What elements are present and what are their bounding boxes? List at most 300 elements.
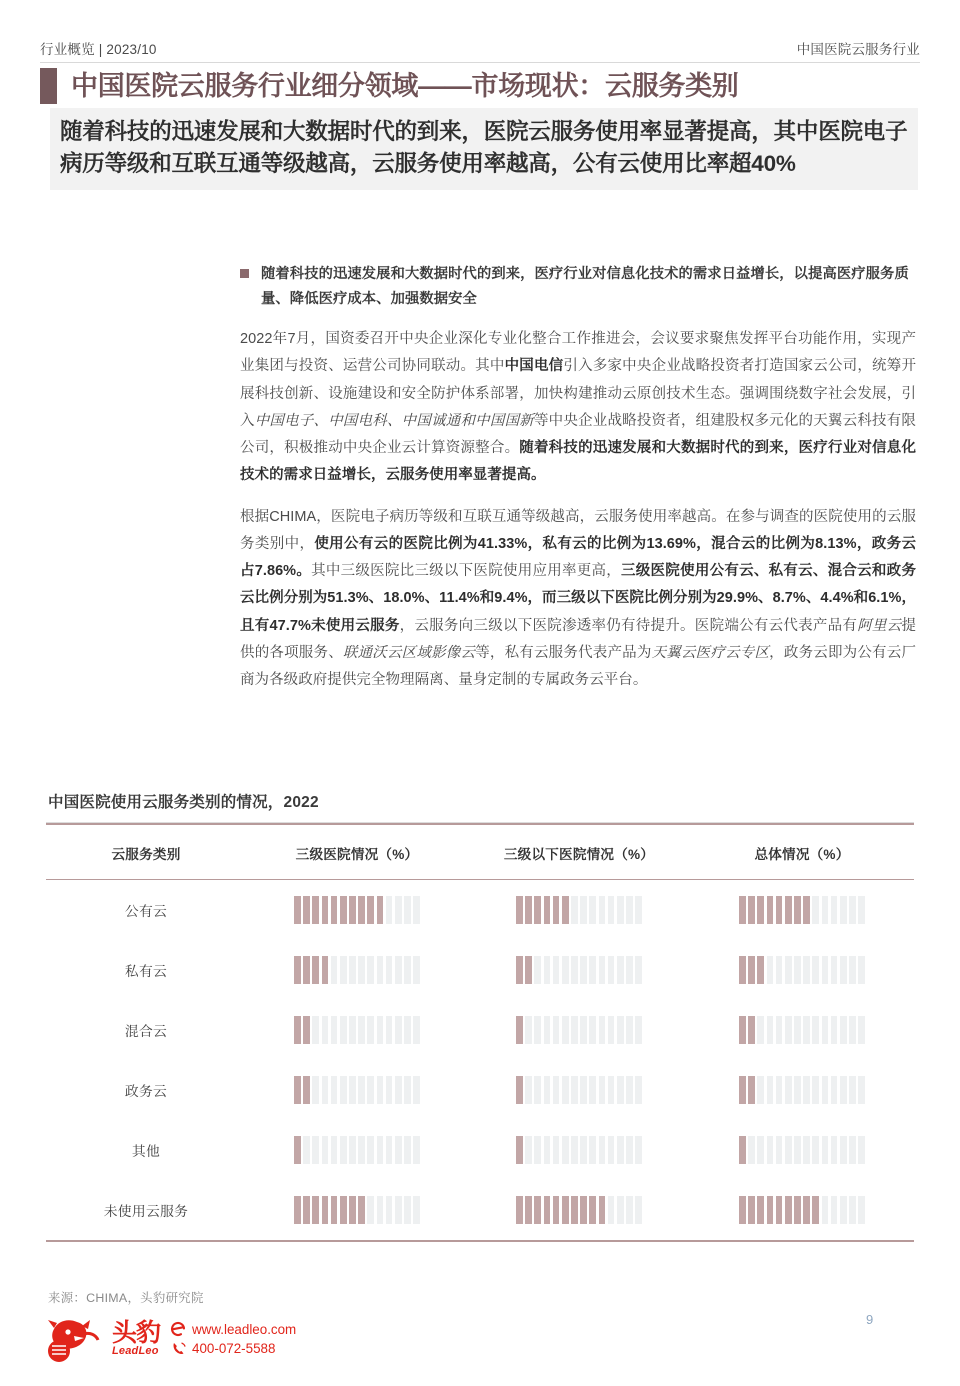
bar-segment — [312, 1076, 319, 1104]
bar-segment — [822, 1016, 829, 1044]
bar-cell — [246, 1016, 468, 1044]
segmented-bar — [739, 1196, 865, 1224]
p1-part2: 引入多家中央企业战略投资者打造国家云公司，统筹开展科技创新、设施建设和安全防护体系部署，加快构建推动云原创技术生态。强调围绕数字社会发展，引入 — [240, 358, 916, 429]
bar-segment — [404, 956, 411, 984]
source-note: 来源：CHIMA，头豹研究院 — [48, 1291, 204, 1305]
bar-segment — [571, 896, 578, 924]
bar-segment — [525, 1196, 532, 1224]
bar-segment — [812, 1016, 819, 1044]
bar-segment — [803, 896, 810, 924]
bar-segment — [571, 1016, 578, 1044]
bar-segment — [404, 896, 411, 924]
segmented-bar — [294, 1196, 420, 1224]
bar-segment — [794, 1016, 801, 1044]
bar-segment — [377, 956, 384, 984]
bar-segment — [312, 1196, 319, 1224]
bar-segment — [831, 1016, 838, 1044]
bar-segment — [571, 956, 578, 984]
bar-segment — [822, 1076, 829, 1104]
bar-segment — [386, 956, 393, 984]
bar-segment — [312, 1016, 319, 1044]
bar-segment — [294, 1196, 301, 1224]
bar-segment — [331, 896, 338, 924]
bar-segment — [534, 1136, 541, 1164]
bar-segment — [812, 1196, 819, 1224]
bar-segment — [516, 1136, 523, 1164]
bar-segment — [322, 956, 329, 984]
bar-segment — [794, 1196, 801, 1224]
phone-row[interactable] — [170, 1339, 296, 1358]
bar-segment — [562, 896, 569, 924]
bar-cell — [468, 1136, 690, 1164]
bar-segment — [331, 1076, 338, 1104]
bar-segment — [340, 1076, 347, 1104]
bar-segment — [757, 1076, 764, 1104]
bar-segment — [340, 1136, 347, 1164]
bar-segment — [544, 956, 551, 984]
column-header-overall: 总体情况（%） — [754, 846, 850, 862]
column-header-below-tertiary: 三级以下医院情况（%） — [503, 846, 655, 862]
bar-segment — [322, 1196, 329, 1224]
bar-segment — [294, 896, 301, 924]
bar-segment — [776, 1136, 783, 1164]
bar-segment — [794, 896, 801, 924]
bar-segment — [840, 956, 847, 984]
bar-segment — [404, 1076, 411, 1104]
bar-segment — [516, 896, 523, 924]
bar-segment — [312, 1136, 319, 1164]
bar-segment — [776, 896, 783, 924]
bar-segment — [849, 1076, 856, 1104]
bar-segment — [516, 1016, 523, 1044]
bar-segment — [395, 1196, 402, 1224]
bar-segment — [785, 1196, 792, 1224]
bar-segment — [589, 1016, 596, 1044]
bar-segment — [367, 956, 374, 984]
bar-segment — [312, 956, 319, 984]
table-header-row — [46, 825, 914, 879]
bar-segment — [858, 1076, 865, 1104]
bar-cell — [690, 1016, 914, 1044]
bar-segment — [404, 1016, 411, 1044]
cloud-service-table — [46, 822, 914, 1242]
bar-segment — [748, 1136, 755, 1164]
bar-segment — [822, 1196, 829, 1224]
bar-segment — [822, 956, 829, 984]
bar-segment — [849, 956, 856, 984]
bar-segment — [544, 1196, 551, 1224]
bar-segment — [748, 1196, 755, 1224]
website-row[interactable] — [170, 1320, 296, 1339]
bar-segment — [358, 1076, 365, 1104]
row-label-1: 公有云 — [124, 904, 168, 920]
bar-segment — [812, 1136, 819, 1164]
bar-segment — [386, 896, 393, 924]
bar-cell — [468, 956, 690, 984]
bar-cell — [468, 1076, 690, 1104]
bar-segment — [562, 1076, 569, 1104]
bar-segment — [589, 956, 596, 984]
bar-segment — [367, 896, 374, 924]
p2-part4: 提供的各项服务、 — [240, 617, 916, 661]
website-text: www.leadleo.com — [192, 1321, 297, 1337]
bar-segment — [367, 1136, 374, 1164]
bar-segment — [589, 1136, 596, 1164]
row-label-4: 政务云 — [124, 1084, 168, 1100]
table-row — [46, 1180, 914, 1240]
segmented-bar — [516, 1076, 642, 1104]
bar-segment — [589, 896, 596, 924]
header-right-label: 中国医院云服务行业 — [796, 42, 920, 57]
p1-bold1: 中国电信 — [504, 358, 564, 375]
leadleo-wordmark — [112, 1318, 161, 1357]
bar-segment — [831, 1076, 838, 1104]
bar-segment — [367, 1196, 374, 1224]
bar-segment — [635, 896, 642, 924]
bar-cell — [468, 1196, 690, 1224]
bar-segment — [608, 1136, 615, 1164]
bar-segment — [349, 896, 356, 924]
bar-segment — [386, 1196, 393, 1224]
bar-segment — [395, 956, 402, 984]
bar-segment — [599, 1076, 606, 1104]
segmented-bar — [294, 896, 420, 924]
bar-segment — [516, 956, 523, 984]
segmented-bar — [294, 1136, 420, 1164]
bar-segment — [767, 956, 774, 984]
bar-segment — [386, 1016, 393, 1044]
bar-segment — [294, 956, 301, 984]
bar-segment — [358, 1136, 365, 1164]
bar-segment — [377, 1016, 384, 1044]
body-column — [240, 326, 916, 708]
bar-segment — [617, 1136, 624, 1164]
bar-segment — [840, 896, 847, 924]
contact-block — [170, 1320, 296, 1359]
bar-segment — [534, 956, 541, 984]
table-row — [46, 1120, 914, 1180]
phone-icon — [170, 1340, 187, 1357]
bar-segment — [785, 956, 792, 984]
bar-segment — [534, 1016, 541, 1044]
row-label-2: 私有云 — [124, 964, 168, 980]
bar-segment — [340, 1196, 347, 1224]
bar-segment — [580, 956, 587, 984]
bar-segment — [331, 1136, 338, 1164]
segmented-bar — [294, 1016, 420, 1044]
bar-segment — [303, 956, 310, 984]
bar-segment — [849, 1016, 856, 1044]
bar-segment — [831, 896, 838, 924]
bar-segment — [377, 1136, 384, 1164]
bar-segment — [822, 1136, 829, 1164]
bar-segment — [599, 956, 606, 984]
bar-segment — [544, 1016, 551, 1044]
bar-segment — [767, 1136, 774, 1164]
bar-segment — [413, 956, 420, 984]
bar-segment — [739, 1136, 746, 1164]
bar-segment — [626, 956, 633, 984]
bar-segment — [617, 1076, 624, 1104]
bar-segment — [340, 896, 347, 924]
bar-segment — [803, 1136, 810, 1164]
bar-segment — [386, 1136, 393, 1164]
bar-segment — [553, 896, 560, 924]
bar-segment — [748, 1076, 755, 1104]
bar-segment — [562, 1196, 569, 1224]
bar-segment — [599, 1016, 606, 1044]
bar-segment — [849, 896, 856, 924]
bar-segment — [413, 1196, 420, 1224]
row-label-5: 其他 — [131, 1144, 161, 1160]
bar-segment — [349, 1076, 356, 1104]
bar-segment — [404, 1136, 411, 1164]
paragraph-2 — [240, 504, 916, 695]
row-label-3: 混合云 — [124, 1024, 168, 1040]
segmented-bar — [294, 956, 420, 984]
bar-segment — [757, 1016, 764, 1044]
bar-segment — [635, 1076, 642, 1104]
bar-cell — [690, 956, 914, 984]
bar-segment — [303, 1076, 310, 1104]
bar-segment — [589, 1076, 596, 1104]
bar-segment — [534, 1076, 541, 1104]
bar-segment — [776, 1076, 783, 1104]
p2-bold1: 使用公有云的医院比例为41.33%，私有云的比例为13.69%，混合云的比例为8.13%，政务云占7.86%。 — [240, 535, 916, 579]
bar-segment — [395, 1136, 402, 1164]
key-point-bullet — [240, 262, 912, 312]
bar-segment — [580, 1196, 587, 1224]
bar-segment — [395, 1076, 402, 1104]
p2-part1: 根据CHIMA，医院电子病历等级和互联互通等级越高，云服务使用率越高。在参与调查的医院使用的云服务类别中， — [240, 508, 916, 552]
bar-segment — [626, 896, 633, 924]
leopard-logo-icon — [44, 1316, 106, 1362]
segmented-bar — [516, 956, 642, 984]
table-rule-foot — [46, 1240, 914, 1242]
bar-segment — [516, 1196, 523, 1224]
bar-segment — [858, 1136, 865, 1164]
title-accent-bar — [40, 68, 57, 104]
brand-name-en: LeadLeo — [112, 1344, 159, 1357]
bar-segment — [785, 896, 792, 924]
bar-segment — [626, 1136, 633, 1164]
bar-segment — [608, 1076, 615, 1104]
p2-part6: ，政务云即为公有云厂商为各级政府提供完全物理隔离、量身定制的专属政务云平台。 — [240, 644, 917, 688]
bar-segment — [553, 956, 560, 984]
bar-cell — [246, 1076, 468, 1104]
bar-segment — [739, 1196, 746, 1224]
bar-cell — [690, 1136, 914, 1164]
bar-segment — [525, 956, 532, 984]
bar-cell — [690, 1196, 914, 1224]
bar-segment — [635, 1016, 642, 1044]
segmented-bar — [739, 956, 865, 984]
p1-bold2: 随着科技的迅速发展和大数据时代的到来，医疗行业对信息化技术的需求日益增长，云服务使用率显著提高。 — [240, 440, 916, 484]
bar-segment — [757, 896, 764, 924]
segmented-bar — [739, 1076, 865, 1104]
bar-segment — [534, 1196, 541, 1224]
bar-segment — [840, 1196, 847, 1224]
bar-segment — [322, 1136, 329, 1164]
brand-name-cn: 头豹 — [112, 1318, 161, 1347]
bar-segment — [831, 1196, 838, 1224]
bar-segment — [858, 1016, 865, 1044]
segmented-bar — [516, 1136, 642, 1164]
bar-segment — [553, 1076, 560, 1104]
segmented-bar — [516, 1196, 642, 1224]
bar-segment — [608, 896, 615, 924]
bar-segment — [534, 896, 541, 924]
bar-segment — [849, 1136, 856, 1164]
p2-italic1: 阿里云 — [857, 617, 902, 634]
table-row — [46, 940, 914, 1000]
bar-segment — [544, 1136, 551, 1164]
bar-segment — [331, 1016, 338, 1044]
bar-segment — [739, 956, 746, 984]
bar-cell — [690, 1076, 914, 1104]
bar-segment — [635, 956, 642, 984]
bar-segment — [377, 1076, 384, 1104]
bar-segment — [571, 1136, 578, 1164]
bar-segment — [626, 1016, 633, 1044]
bar-segment — [580, 1076, 587, 1104]
header-left-label: 行业概览 | 2023/10 — [40, 42, 157, 57]
bar-segment — [562, 1136, 569, 1164]
square-bullet-icon — [240, 269, 249, 278]
bar-cell — [468, 1016, 690, 1044]
bar-segment — [358, 956, 365, 984]
bar-segment — [303, 1016, 310, 1044]
bar-segment — [553, 1196, 560, 1224]
bar-segment — [858, 1196, 865, 1224]
bar-segment — [331, 1196, 338, 1224]
bar-segment — [617, 956, 624, 984]
bar-segment — [794, 956, 801, 984]
bar-segment — [858, 896, 865, 924]
bar-segment — [377, 1196, 384, 1224]
bar-segment — [322, 1016, 329, 1044]
bar-segment — [748, 896, 755, 924]
bar-segment — [608, 1016, 615, 1044]
bar-segment — [349, 1016, 356, 1044]
bar-segment — [358, 1196, 365, 1224]
bar-segment — [562, 956, 569, 984]
p1-part3: 等中央企业战略投资者，组建股权多元化的天翼云科技有限公司，积极推动中央企业云计算资源整合。 — [240, 412, 916, 456]
bar-segment — [822, 896, 829, 924]
page-header — [40, 38, 920, 58]
bar-cell — [690, 896, 914, 924]
bar-cell — [468, 896, 690, 924]
bar-segment — [386, 1076, 393, 1104]
bar-segment — [553, 1016, 560, 1044]
bar-segment — [294, 1136, 301, 1164]
bar-segment — [404, 1196, 411, 1224]
bar-segment — [516, 1076, 523, 1104]
page-number: 9 — [866, 1312, 874, 1327]
bar-segment — [303, 1196, 310, 1224]
subtitle-box — [50, 108, 918, 190]
p2-italic3: 天翼云医疗云专区 — [651, 644, 770, 661]
bar-segment — [349, 1136, 356, 1164]
bar-segment — [413, 896, 420, 924]
bar-segment — [831, 956, 838, 984]
p2-bold2: 三级医院使用公有云、私有云、混合云和政务云比例分别为51.3%、18.0%、11.4%和9.4%，而三级以下医院比例分别为29.9%、8.7%、4.4%和6.1%，且有47.7%未使用云服务 — [240, 563, 916, 634]
bar-segment — [626, 1196, 633, 1224]
bar-segment — [748, 1016, 755, 1044]
bar-segment — [303, 896, 310, 924]
bar-segment — [580, 1016, 587, 1044]
bar-segment — [757, 956, 764, 984]
table-row — [46, 880, 914, 940]
bar-segment — [544, 1076, 551, 1104]
bar-segment — [803, 956, 810, 984]
segmented-bar — [739, 1016, 865, 1044]
table-row — [46, 1000, 914, 1060]
bar-segment — [294, 1016, 301, 1044]
column-header-tertiary: 三级医院情况（%） — [295, 846, 419, 862]
bar-segment — [303, 1136, 310, 1164]
footer-branding — [44, 1316, 296, 1362]
bar-segment — [840, 1076, 847, 1104]
bar-segment — [757, 1196, 764, 1224]
bar-segment — [812, 896, 819, 924]
bar-segment — [739, 1076, 746, 1104]
bar-segment — [794, 1076, 801, 1104]
bar-segment — [831, 1136, 838, 1164]
bar-segment — [794, 1136, 801, 1164]
bar-segment — [367, 1076, 374, 1104]
segmented-bar — [739, 1136, 865, 1164]
page-title-row — [40, 68, 920, 104]
bar-segment — [785, 1076, 792, 1104]
bar-segment — [580, 1136, 587, 1164]
chart-title: 中国医院使用云服务类别的情况，2022 — [48, 794, 319, 811]
bar-segment — [767, 1196, 774, 1224]
p2-part2: 其中三级医院比三级以下医院使用应用率更高， — [311, 563, 622, 579]
bar-segment — [331, 956, 338, 984]
bar-segment — [635, 1136, 642, 1164]
bar-segment — [413, 1016, 420, 1044]
bar-segment — [395, 896, 402, 924]
bar-segment — [525, 1136, 532, 1164]
bar-segment — [767, 1076, 774, 1104]
bar-segment — [377, 896, 384, 924]
p2-part3: ，云服务向三级以下医院渗透率仍有待提升。医院端公有云代表产品有 — [399, 617, 858, 634]
bar-segment — [525, 896, 532, 924]
bar-segment — [340, 1016, 347, 1044]
bar-segment — [553, 1136, 560, 1164]
table-body — [46, 880, 914, 1240]
bar-segment — [776, 1196, 783, 1224]
bar-segment — [358, 1016, 365, 1044]
subtitle-text: 随着科技的迅速发展和大数据时代的到来，医院云服务使用率显著提高，其中医院电子病历等级和互联互通等级越高，云服务使用率越高，公有云使用比率超40% — [60, 119, 908, 176]
bar-segment — [395, 1016, 402, 1044]
column-header-category: 云服务类别 — [111, 846, 181, 862]
bar-segment — [599, 896, 606, 924]
bar-cell — [246, 956, 468, 984]
bar-segment — [767, 896, 774, 924]
bar-segment — [840, 1016, 847, 1044]
bar-segment — [803, 1196, 810, 1224]
paragraph-1 — [240, 326, 916, 490]
table-row — [46, 1060, 914, 1120]
bar-segment — [849, 1196, 856, 1224]
bar-segment — [413, 1136, 420, 1164]
bar-segment — [776, 1016, 783, 1044]
p1-italic1: 中国电子、中国电科、中国诚通和中国国新 — [254, 412, 534, 429]
bar-segment — [349, 1196, 356, 1224]
bar-segment — [785, 1016, 792, 1044]
